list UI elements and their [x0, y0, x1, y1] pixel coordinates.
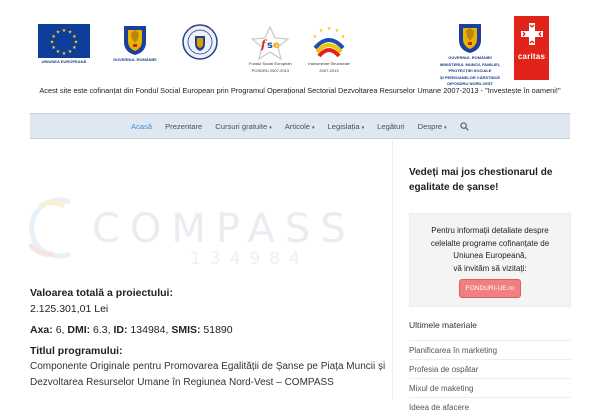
- chevron-down-icon: ▾: [269, 124, 272, 131]
- svg-text:★: ★: [55, 29, 61, 36]
- seal-logo: [182, 24, 218, 60]
- ministry-seal-icon: [182, 24, 218, 60]
- latest-materials: [409, 320, 571, 416]
- search-icon[interactable]: [460, 122, 469, 131]
- questionnaire-heading-line-1: Vedeți mai jos chestionarul de: [409, 167, 553, 178]
- svg-text:★: ★: [51, 45, 56, 51]
- eu-logo: [38, 24, 90, 65]
- value-label: Valoarea totală a proiectului:: [30, 287, 173, 299]
- project-details: [30, 285, 386, 391]
- ministry-caption-4: ȘI PERSOANELOR VÂRSTNICE: [440, 74, 501, 80]
- nav-label: Prezentare: [165, 121, 203, 131]
- id-value: 134984: [130, 324, 166, 336]
- svg-text:★: ★: [67, 29, 73, 36]
- nav-label: Legături: [377, 121, 405, 131]
- column-divider: [392, 140, 393, 400]
- info-text-3: Uniunea Europeană,: [453, 251, 527, 260]
- program-label: Titlul programului:: [30, 345, 123, 357]
- fse-logo: [249, 26, 292, 73]
- info-text-2: celelalte programe cofinanțate de: [430, 238, 550, 248]
- id-label: ID:: [113, 324, 128, 336]
- questionnaire-heading[interactable]: [409, 165, 569, 195]
- nav-label: Acasă: [131, 121, 153, 131]
- nav-item-legaturi[interactable]: [377, 122, 404, 131]
- svg-text:★: ★: [326, 26, 332, 32]
- caritas-wordmark: caritas: [517, 52, 546, 61]
- nav-label: Articole: [284, 121, 311, 131]
- svg-text:★: ★: [61, 28, 67, 34]
- ministry-logo: [440, 22, 500, 87]
- smis-value: 51890: [203, 324, 233, 336]
- instr-logo: [307, 24, 351, 73]
- dmi-label: DMI:: [67, 324, 91, 336]
- svg-text:e: e: [273, 40, 281, 51]
- instr-caption-1: Instrumente Structurale: [308, 61, 350, 66]
- main-nav: [30, 113, 570, 139]
- nav-label: Legislația: [327, 121, 360, 131]
- list-item[interactable]: Mixul de maketing: [409, 378, 571, 397]
- nav-label: Despre: [417, 121, 443, 131]
- fonduri-ue-button[interactable]: FONDURI-UE.ro: [459, 279, 521, 298]
- nav-item-despre[interactable]: [418, 122, 447, 131]
- eu-caption: UNIUNEA EUROPEANĂ: [41, 59, 87, 64]
- eu-flag-icon: [38, 24, 90, 58]
- info-text-1: Pentru informații detaliate despre: [431, 226, 549, 235]
- chevron-down-icon: ▾: [444, 124, 447, 131]
- program-title-line-2: Dezvoltarea Resurselor Umane în Regiunea Nord-Vest – COMPASS: [30, 377, 334, 388]
- list-item[interactable]: Ideea de afacere: [409, 397, 571, 416]
- axa-value: 6: [55, 324, 62, 336]
- codes-row: Axa: 6, DMI: 6.3, ID: 134984, SMIS: 51890: [30, 324, 233, 336]
- cofinance-notice: Acest site este cofinanțat din Fondul Social European prin Programul Operațional Sectorial Dezvoltarea Resurselor Umane 2007-2013 - "Investește în oameni!": [39, 86, 561, 95]
- nav-item-prezentare[interactable]: [165, 122, 202, 131]
- nav-item-cursuri[interactable]: [215, 122, 271, 131]
- svg-text:★: ★: [312, 34, 318, 40]
- svg-text:★: ★: [67, 49, 73, 56]
- axa-label: Axa:: [30, 324, 53, 336]
- svg-text:★: ★: [334, 28, 340, 34]
- fse-caption-2: POSDRU 2007-2013: [251, 67, 290, 73]
- watermark-word: COMPASS: [92, 206, 356, 252]
- ministry-caption-1: GUVERNUL ROMÂNIEI: [448, 55, 492, 60]
- eu-funds-box: [409, 213, 571, 307]
- svg-text:★: ★: [51, 34, 56, 40]
- latest-materials-title: Ultimele materiale: [409, 320, 478, 330]
- chevron-down-icon: ▾: [361, 124, 365, 131]
- value-amount: 2.125.301,01 Lei: [30, 303, 109, 315]
- nav-item-articole[interactable]: [285, 122, 315, 131]
- smis-label: SMIS:: [171, 324, 201, 336]
- list-item[interactable]: Profesia de ospătar: [409, 359, 571, 378]
- gov-logo: [113, 24, 156, 63]
- ministry-caption-2: MINISTERUL MUNCII, FAMILIEI,: [440, 61, 500, 67]
- gov-caption: GUVERNUL ROMÂNIEI: [113, 57, 157, 62]
- header-logos: [0, 0, 600, 84]
- svg-text:★: ★: [72, 45, 77, 51]
- watermark-code: 134984: [190, 249, 309, 269]
- nav-item-acasa[interactable]: [131, 122, 152, 131]
- caritas-cross-icon: [520, 22, 544, 46]
- info-text-4: vă invităm să vizitați:: [453, 263, 527, 273]
- chevron-down-icon: ▾: [312, 124, 315, 131]
- svg-text:★: ★: [55, 49, 61, 56]
- svg-text:★: ★: [49, 39, 55, 46]
- romania-crest-icon: [122, 24, 148, 56]
- svg-text:★: ★: [73, 39, 79, 46]
- list-item[interactable]: Planificarea în marketing: [409, 340, 571, 359]
- caritas-logo: [514, 16, 549, 80]
- svg-text:★: ★: [72, 34, 77, 40]
- nav-item-legislatia[interactable]: [328, 122, 365, 131]
- fse-star-icon: [249, 26, 291, 60]
- svg-text:s: s: [267, 40, 274, 51]
- fse-caption-1: Fondul Social European: [249, 61, 292, 66]
- ministry-caption-5: OIPOSDRU NORD-VEST: [447, 81, 494, 86]
- svg-text:★: ★: [318, 28, 324, 34]
- svg-text:★: ★: [340, 34, 346, 40]
- instr-caption-2: 2007-2013: [319, 67, 339, 73]
- ministry-caption-3: PROTECȚIEI SOCIALE: [448, 68, 492, 73]
- questionnaire-heading-line-2: egalitate de șanse!: [409, 182, 499, 193]
- svg-text:f: f: [261, 38, 267, 51]
- svg-text:★: ★: [61, 50, 67, 57]
- dmi-value: 6.3: [93, 324, 108, 336]
- compass-watermark: [0, 184, 390, 274]
- ministry-crest-icon: [457, 22, 483, 54]
- structural-instruments-icon: [307, 24, 351, 60]
- nav-label: Cursuri gratuite: [215, 121, 268, 131]
- program-title-line-1: Componente Originale pentru Promovarea Egalității de Șanse pe Piața Muncii și: [30, 361, 386, 372]
